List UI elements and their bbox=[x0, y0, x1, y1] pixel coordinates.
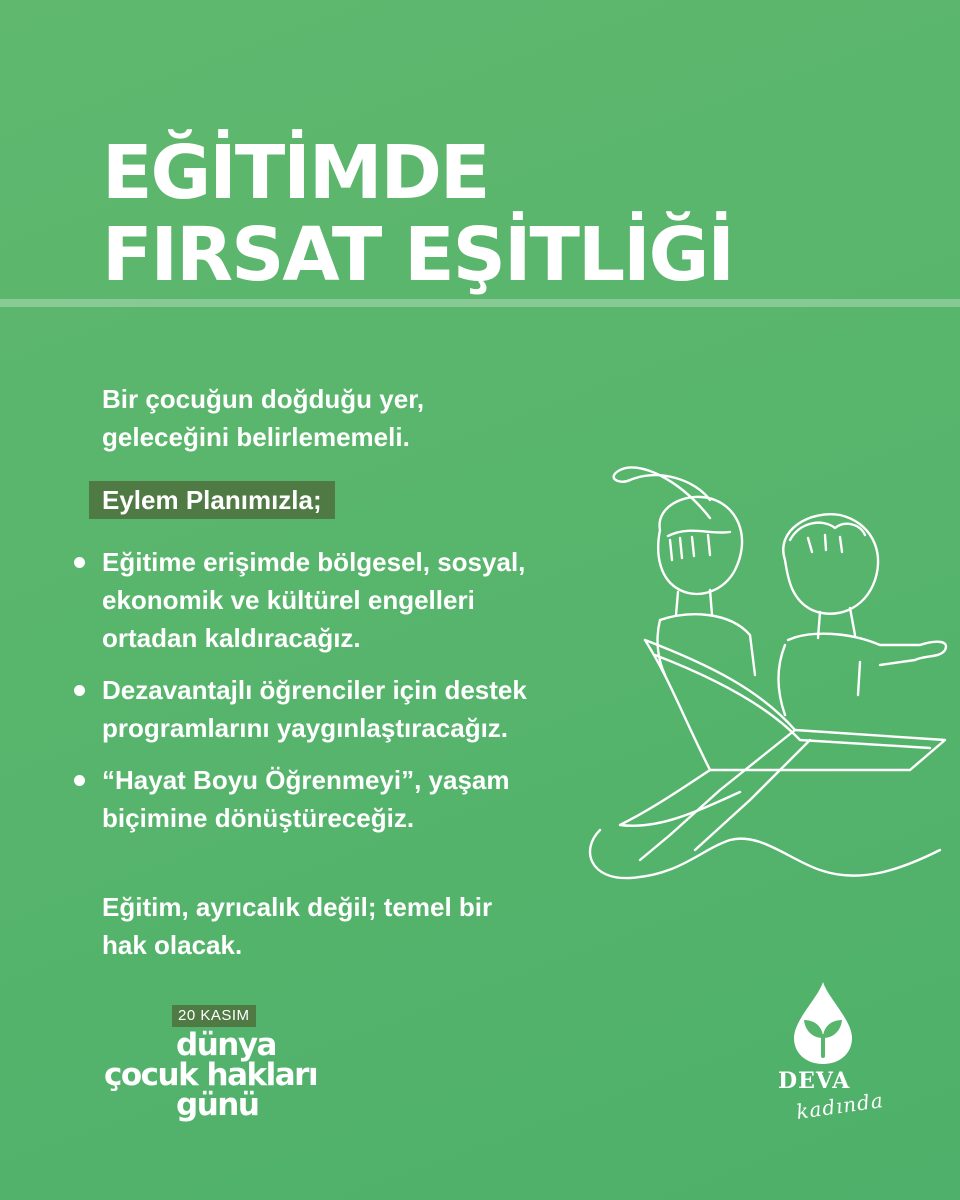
list-item-line: “Hayat Boyu Öğrenmeyi”, yaşam bbox=[102, 765, 510, 795]
list-item bbox=[72, 671, 612, 747]
list-item-line: programlarını yaygınlaştıracağız. bbox=[102, 713, 509, 743]
list-item-line: ekonomik ve kültürel engelleri bbox=[102, 585, 475, 615]
bullet-icon bbox=[74, 775, 85, 786]
intro-line-2: geleceğini belirlememeli. bbox=[102, 422, 410, 452]
list-item-line: Eğitime erişimde bölgesel, sosyal, bbox=[102, 547, 526, 577]
day-title-line-2: çocuk hakları bbox=[104, 1057, 318, 1093]
action-list bbox=[72, 543, 612, 851]
title-line-1: EĞİTİMDE bbox=[102, 130, 489, 216]
closing-line-2: hak olacak. bbox=[102, 930, 243, 960]
closing-text bbox=[102, 888, 582, 964]
action-plan-label: Eylem Planımızla; bbox=[89, 481, 335, 519]
page-title bbox=[102, 132, 733, 296]
childrens-rights-day-title bbox=[104, 1027, 318, 1123]
day-title-line-3: günü bbox=[176, 1087, 259, 1123]
closing-line-1: Eğitim, ayrıcalık değil; temel bir bbox=[102, 892, 493, 922]
date-badge: 20 KASIM bbox=[172, 1005, 256, 1027]
list-item-line: Dezavantajlı öğrenciler için destek bbox=[102, 675, 527, 705]
list-item-line: ortadan kaldıracağız. bbox=[102, 623, 361, 653]
title-divider bbox=[0, 299, 960, 307]
list-item bbox=[72, 761, 612, 837]
children-reading-book-illustration bbox=[560, 440, 960, 900]
intro-text bbox=[102, 380, 562, 456]
logo-subtitle: kadında bbox=[794, 1088, 886, 1124]
day-title-line-1: dünya bbox=[176, 1027, 276, 1063]
list-item-line: biçimine dönüştüreceğiz. bbox=[102, 803, 415, 833]
intro-line-1: Bir çocuğun doğduğu yer, bbox=[102, 384, 425, 414]
list-item bbox=[72, 543, 612, 657]
bullet-icon bbox=[74, 557, 85, 568]
deva-logo bbox=[770, 980, 890, 1140]
drop-leaf-icon bbox=[788, 980, 858, 1066]
bullet-icon bbox=[74, 685, 85, 696]
title-line-2: FIRSAT EŞİTLİĞİ bbox=[102, 212, 733, 298]
logo-name: DEVA bbox=[778, 1068, 851, 1094]
